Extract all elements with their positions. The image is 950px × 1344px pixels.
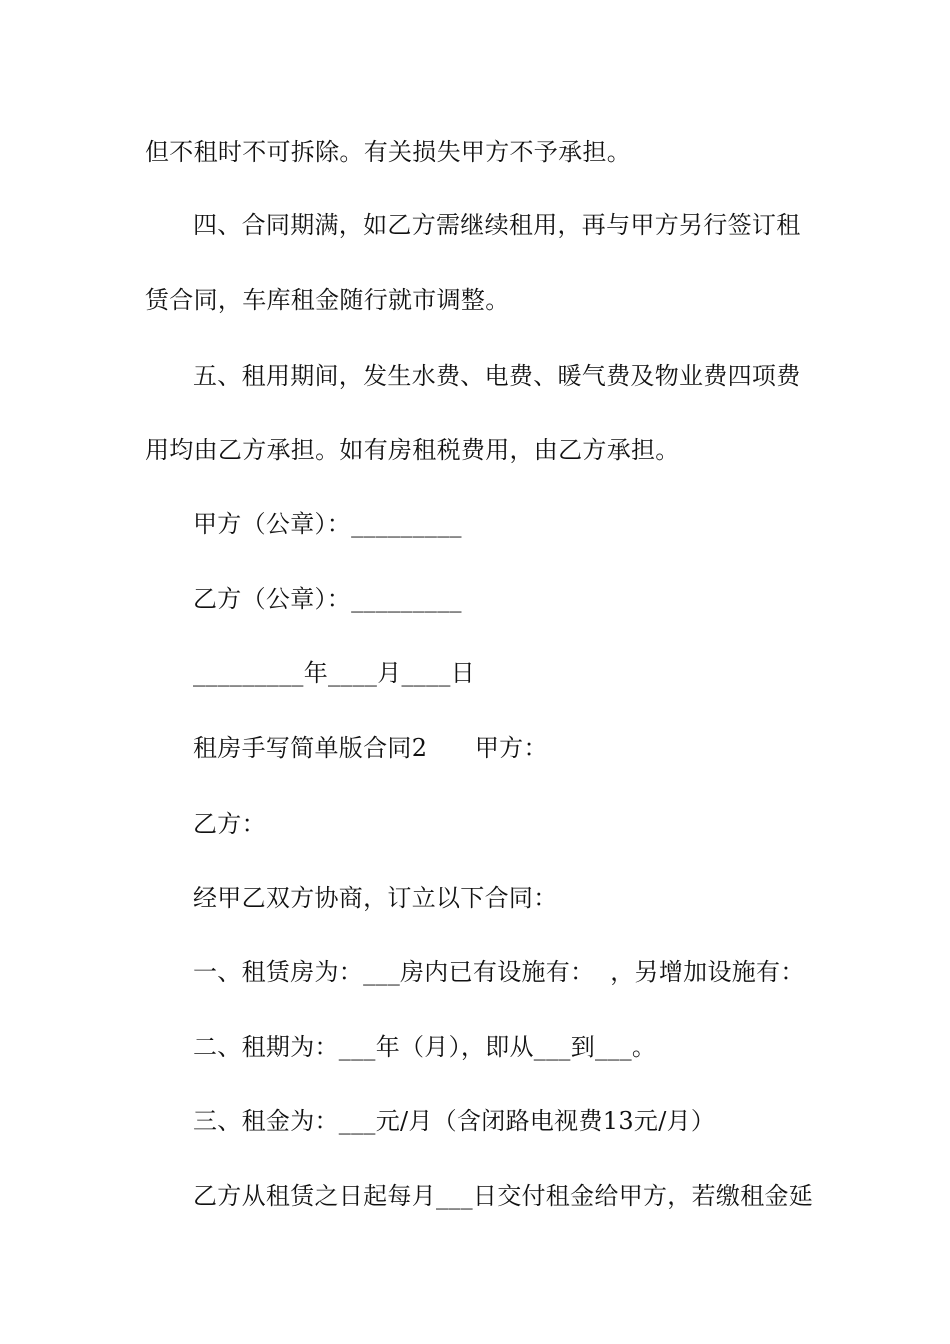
paragraph-line: 用均由乙方承担。如有房租税费用，由乙方承担。 <box>145 436 680 464</box>
party-b-seal-line: 乙方（公章）：_________ <box>193 585 462 613</box>
clause-five-line: 五、租用期间，发生水费、电费、暖气费及物业费四项费 <box>193 362 801 390</box>
party-a-seal-line: 甲方（公章）：_________ <box>193 510 462 538</box>
paragraph-line: 赁合同，车库租金随行就市调整。 <box>145 286 510 314</box>
contract-title-line: 租房手写简单版合同2 甲方： <box>193 734 548 762</box>
date-line: _________年____月____日 <box>193 659 475 687</box>
clause-one-line: 一、租赁房为：___房内已有设施有： ，另增加设施有： <box>193 958 805 986</box>
agreement-intro-line: 经甲乙双方协商，订立以下合同： <box>193 884 558 912</box>
paragraph-line: 但不租时不可拆除。有关损失甲方不予承担。 <box>145 138 631 166</box>
clause-two-line: 二、租期为：___年（月），即从___到___。 <box>193 1033 657 1061</box>
clause-three-line: 三、租金为：___元/月（含闭路电视费13元/月） <box>193 1107 716 1135</box>
clause-four-line: 四、合同期满，如乙方需继续租用，再与甲方另行签订租 <box>193 211 801 239</box>
payment-term-line: 乙方从租赁之日起每月___日交付租金给甲方，若缴租金延 <box>193 1182 814 1210</box>
party-b-line: 乙方： <box>193 810 266 838</box>
